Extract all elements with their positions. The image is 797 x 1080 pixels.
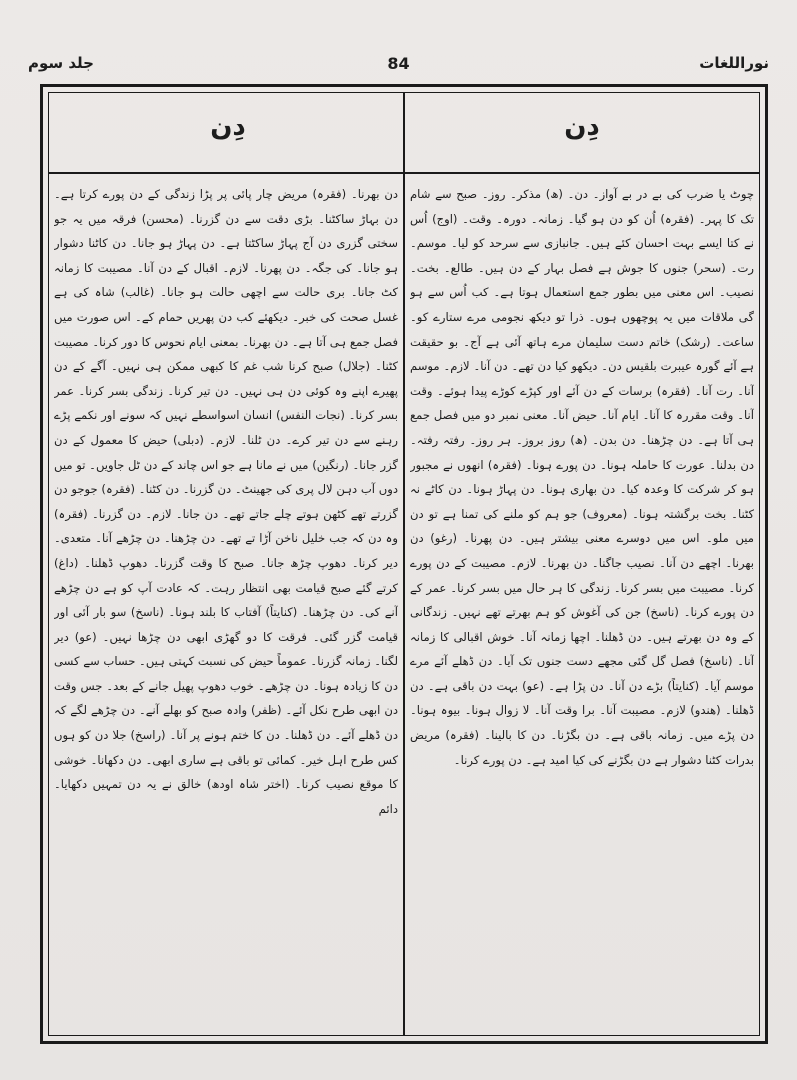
page-header	[28, 52, 769, 82]
volume-label: جلد سوم	[28, 54, 94, 72]
right-column-heading: دِن	[564, 112, 600, 142]
right-column-text	[410, 182, 754, 1027]
column-divider	[403, 92, 405, 1036]
right-column-paragraph: چوٹ یا ضرب کی بے در بے آواز۔ دن۔ (ھ) مذکر۔ روز۔ صبح سے شام تک کا پہر۔ (فقرہ) اُن کو دن ہو گیا۔ زمانہ۔ دورہ۔ وقت۔ (اوج) اُس نے کتا ایسے بہت احسان کئے ہیں۔ جانبازی سے سرحد کو لیا۔ موسم۔ رت۔ (سحر) جنوں کا جوش ہے فصل بہار کے دن ہیں۔ طالع۔ بخت۔ نصیب۔ اس معنی میں بطور جمع استعمال ہوتا ہے۔ کب اُس سے ہو گی ملاقات میں یہ پوچھوں ہوں۔ ذرا تو دیکھ نجومی مرے ستارے کو۔ ساعت۔ (رشک) خاتم دست سلیمان مرے ہاتھ آئی ہے آج۔ بو حقیقت ہے آئے گورہ عیبرت بلقیس دن۔ دیکھو کیا دن تھے۔ دن آنا۔ لازم۔ موسم آنا۔ رت آنا۔ (فقرہ) برسات کے دن آئے اور کپڑے کوڑے پیدا ہوئے۔ وقت آنا۔ وقت مقررہ کا آنا۔ ایام آنا۔ حیض آنا۔ معنی نمبر دو میں فصل جمع ہی آتا ہے۔ دن چڑھنا۔ دن بدن۔ (ھ) روز بروز۔ ہر روز۔ رفتہ رفتہ۔ دن بدلنا۔ عورت کا حاملہ ہونا۔ دن پورے ہونا۔ (فقرہ) انھوں نے مجبور ہو کر شرکت کا وعدہ کیا۔ دن بھاری ہونا۔ دن پہاڑ ہونا۔ دن کاٹے نہ کٹنا۔ بخت برگشتہ ہونا۔ (معروف) جو ہم کو ملنے کی تمنا ہے تو دن میں ملو۔ اس میں دوسرے معنی بیشتر ہیں۔ دن پھرنا۔ (رغو) دن بھرنا۔ اچھے دن آنا۔ نصیب جاگنا۔ دن بھرنا۔ لازم۔ مصیبت کے دن پورے کرنا۔ مصیبت میں بسر کرنا۔ زندگی کا ہر حال میں بسر کرنا۔ عمر کے دن پورے کرنا۔ (ناسخ) جن کی آغوش کو ہم بھرتے تھے نہیں۔ زندگانی کے وہ دن بھرتے ہیں۔ دن ڈھلنا۔ اچھا زمانہ آنا۔ خوش اقبالی کا زمانہ آنا۔ (ناسخ) فصل گل گئی مجھے دست جنوں تک آیا۔ دن ڈھلے آئے مرے موسم آیا۔ (کنایتاً) بڑے دن آنا۔ دن پڑا ہے۔ (عو) بہت دن باقی ہے۔ دن ڈھلنا۔ (ھندو) لازم۔ مصیبت آنا۔ برا وقت آنا۔ لا زوال ہونا۔ بیوہ ہونا۔ دن پڑے میں۔ زمانہ باقی ہے۔ دن بگڑنا۔ دن کا بالینا۔ (فقرہ) مریض بدرات کٹنا دشوار ہے دن بگڑنے کی کیا امید ہے۔ دن پورے کرنا۔	[410, 187, 754, 767]
left-column-text	[54, 182, 398, 1027]
book-title: نوراللغات	[699, 54, 769, 72]
page-number: 84	[387, 54, 410, 73]
left-column-paragraph: دن بھرنا۔ (فقرہ) مریض چار پائی پر پڑا زندگی کے دن پورے کرتا ہے۔ دن بہاڑ ساکٹنا۔ بڑی دقت سے دن گزرنا۔ (محسن) فرقہ میں یہ جو سختی گزری دن آج پہاڑ ساکٹتا ہے۔ دن پہاڑ ہو جانا۔ دن کاٹنا دشوار ہو جانا۔ کی جگہ۔ دن پھرنا۔ لازم۔ اقبال کے دن آنا۔ مصیبت کا زمانہ کٹ جانا۔ بری حالت سے اچھی حالت ہو جانا۔ (غالب) شاہ کی ہے غسل صحت کی خبر۔ دیکھئے کب دن پھریں حمام کے۔ اس صورت میں فصل جمع ہی آتا ہے۔ دن بھرنا۔ بمعنی ایام نحوس کا دور کرنا۔ مصیبت کٹنا۔ (جلال) صبح کرنا شب غم کا کبھی ممکن ہی نہیں۔ آگے کے دن پھیرے اپنے وہ کوئی دن ہی نہیں۔ دن تیر کرنا۔ زندگی بسر کرنا۔ عمر بسر کرنا۔ (نجات النفس) انسان اسواسطے نہیں کہ سونے اور نکمے پڑے رہنے سے دن تیر کرے۔ دن ٹلنا۔ لازم۔ (دبلی) حیض کا معمول کے دن گزر جانا۔ (رنگین) میں نے مانا ہے جو اس چاند کے دن ٹل جاویں۔ تو میں دوں آب دہن لال پری کی جھینٹ۔ دن گزرنا۔ دن کٹنا۔ (فقرہ) جوجو دن گزرتے تھے کٹھن ہوتے چلے جاتے تھے۔ دن جانا۔ لازم۔ دن گزرنا۔ (فقرہ) وہ دن کہ جب خلیل ناخن آڑا تے تھے۔ دن چڑھنا۔ دن چڑھے آنا۔ متعدی۔ دیر کرنا۔ دھوپ چڑھ جانا۔ صبح کا وقت گزرنا۔ دھوپ ڈھلنا۔ (داغ) کرتے گئے صبح قیامت بھی انتظار رہت۔ کہ عادت آپ کو ہے دن چڑھے آنے کی۔ دن چڑھنا۔ (کنایتاً) آفتاب کا بلند ہونا۔ (ناسخ) سو بار آئی اور قیامت گزر گئی۔ فرقت کا دو گھڑی ابھی دن چڑھا نہیں۔ (عو) دیر لگنا۔ زمانہ گزرنا۔ عموماً حیض کی نسبت کہتی ہیں۔ حساب سے کسی دن کا زیادہ ہونا۔ دن چڑھے۔ خوب دھوپ پھیل جانے کے بعد۔ جس وقت دن ابھی طرح نکل آئے۔ (ظفر) وادہ صبح کو بھلے آنے۔ دن چڑھے لگے کہ دن ڈھلے آئے۔ دن ڈھلنا۔ دن کا ختم ہونے پر آنا۔ (راسخ) جلا دن کو ہوں کس طرح اہل خیر۔ کمائی تو باقی ہے ساری ابھی۔ دن دکھانا۔ خوشی کا موقع نصیب کرنا۔ (اختر شاہ اودھ) خالق نے یہ دن تمہیں دکھایا۔ دائم	[54, 187, 398, 816]
left-column-heading: دِن	[210, 112, 246, 142]
